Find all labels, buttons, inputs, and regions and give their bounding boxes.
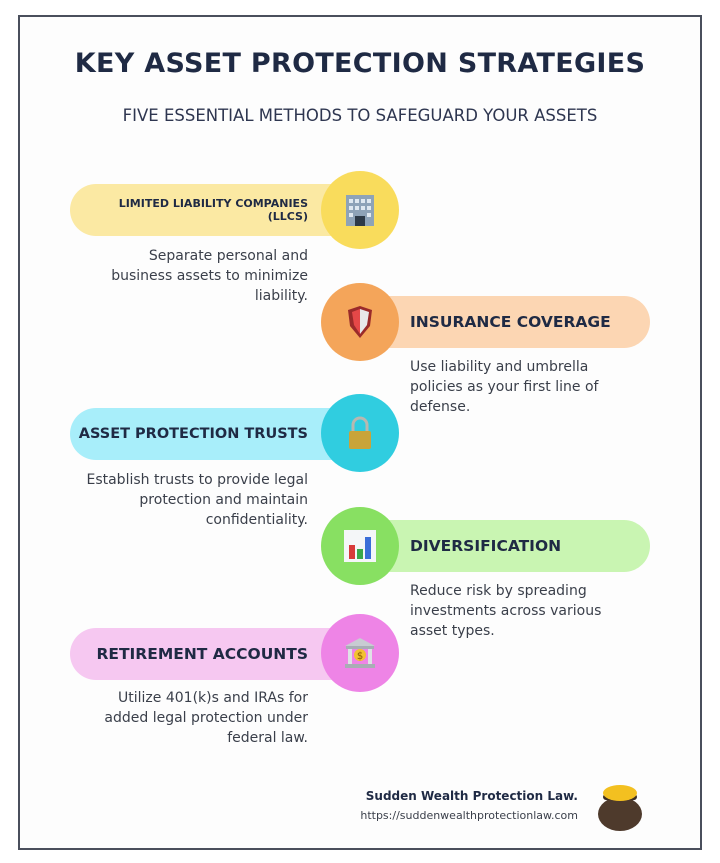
circle-insurance — [321, 283, 399, 361]
pill-trusts — [70, 408, 360, 460]
pill-llcs — [70, 184, 360, 236]
circle-retirement — [321, 614, 399, 692]
office-building-icon — [342, 192, 378, 228]
footer-company: Sudden Wealth Protection Law. — [365, 789, 578, 803]
svg-text:$: $ — [356, 651, 364, 662]
footer-url[interactable]: https://suddenwealthprotectionlaw.com — [360, 809, 578, 822]
desc-trusts: Establish trusts to provide legal protection and maintain confidentiality. — [86, 472, 308, 528]
bank-icon — [343, 636, 377, 670]
item-label: RETIREMENT ACCOUNTS — [96, 645, 308, 663]
pill-diversification — [360, 520, 650, 572]
pill-insurance — [360, 296, 650, 348]
bar-chart-icon — [343, 529, 377, 563]
item-label: ASSET PROTECTION TRUSTS — [78, 426, 308, 442]
item-label: DIVERSIFICATION — [410, 537, 562, 555]
page-subtitle: FIVE ESSENTIAL METHODS TO SAFEGUARD YOUR ASSETS — [122, 106, 598, 125]
padlock-icon — [345, 415, 375, 451]
desc-insurance: Use liability and umbrella policies as your first line of defense. — [410, 359, 599, 415]
desc-llcs: Separate personal and business assets to minimize liability. — [111, 248, 308, 304]
page-title: KEY ASSET PROTECTION STRATEGIES — [74, 48, 646, 79]
desc-retirement: Utilize 401(k)s and IRAs for added legal protection under federal law. — [104, 690, 308, 746]
pot-of-gold-icon — [595, 782, 645, 832]
circle-diversification — [321, 507, 399, 585]
circle-llcs — [321, 171, 399, 249]
desc-diversification: Reduce risk by spreading investments across various asset types. — [410, 583, 602, 639]
item-label: INSURANCE COVERAGE — [410, 313, 611, 331]
item-label: LIMITED LIABILITY COMPANIES (LLCS) — [118, 197, 308, 223]
circle-trusts — [321, 394, 399, 472]
pill-retirement — [70, 628, 360, 680]
shield-icon — [345, 304, 375, 340]
